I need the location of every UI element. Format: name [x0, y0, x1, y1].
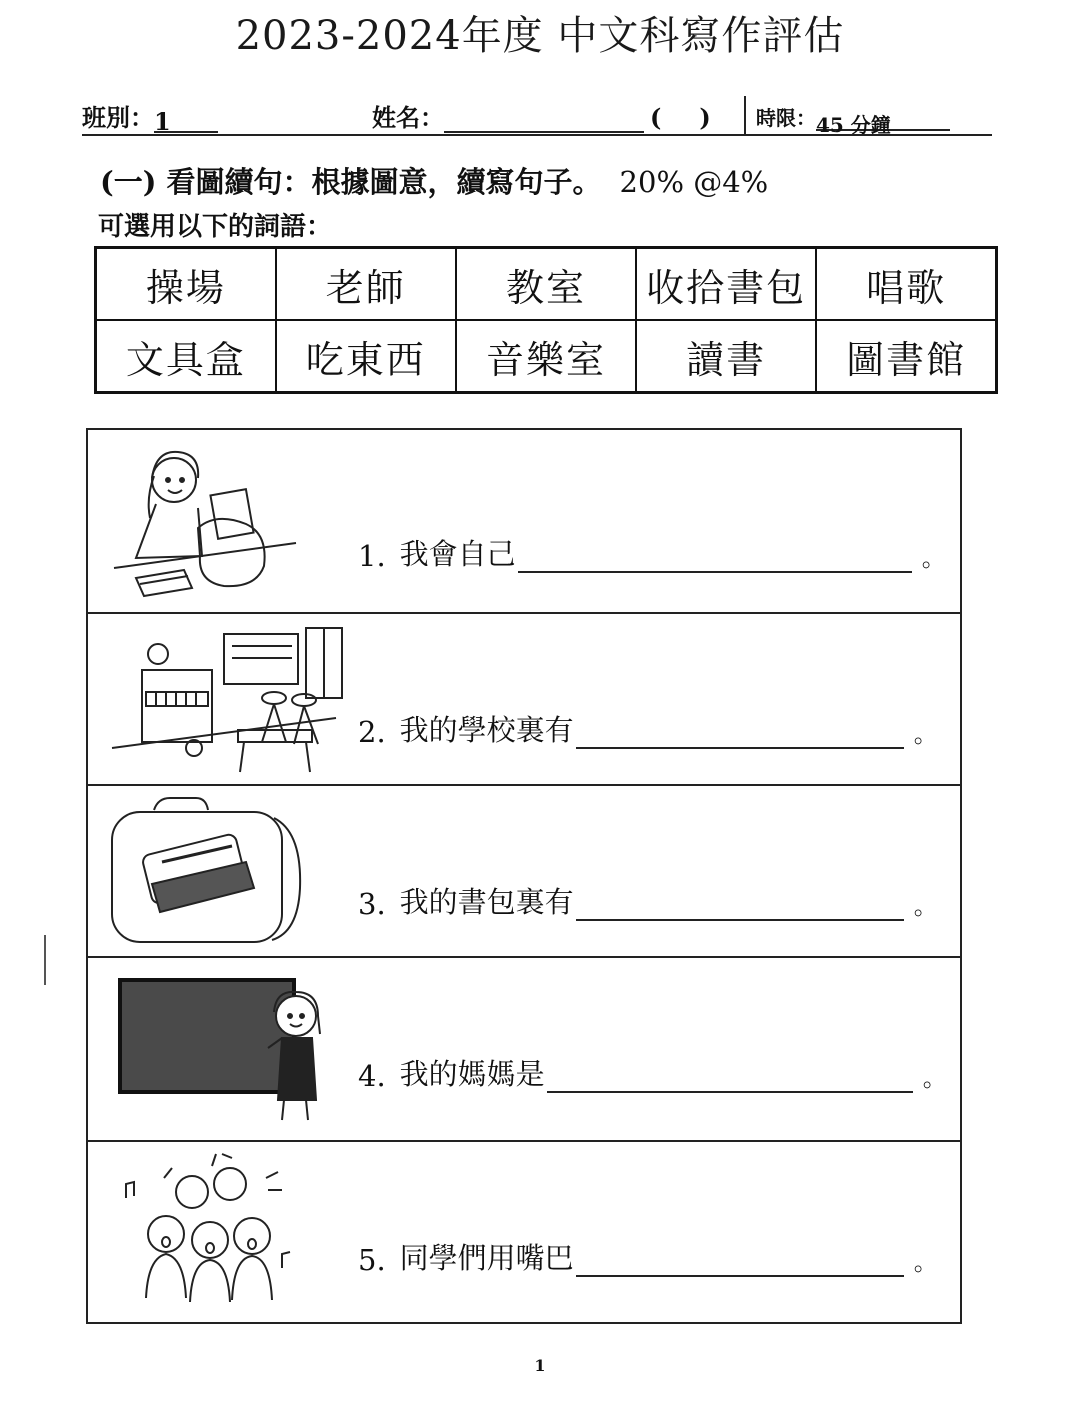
question-row	[88, 430, 960, 614]
vocab-word: 老師	[276, 248, 456, 321]
children-singing-icon	[106, 1148, 352, 1308]
question-prompt: 我的學校裏有	[399, 713, 574, 747]
class-blank[interactable]	[154, 107, 218, 136]
info-divider	[744, 96, 746, 136]
vocab-table	[94, 246, 998, 394]
question-4	[358, 1052, 947, 1093]
vocab-word: 讀書	[636, 320, 816, 393]
question-prompt: 同學們用嘴巴	[399, 1241, 574, 1275]
picture-sentence-box	[86, 428, 962, 1324]
teacher-at-blackboard-icon	[106, 964, 352, 1124]
question-1	[358, 532, 946, 573]
question-period: 。	[913, 720, 938, 748]
vocab-word: 文具盒	[96, 320, 276, 393]
margin-mark	[44, 935, 46, 985]
question-row	[88, 1140, 960, 1322]
question-number: 2.	[358, 715, 386, 749]
vocab-row	[96, 248, 997, 321]
question-5	[358, 1236, 938, 1277]
time-limit	[756, 102, 950, 137]
question-row	[88, 784, 960, 958]
section-heading	[100, 160, 768, 201]
section-score: 20% @4%	[619, 165, 769, 199]
name-field[interactable]	[372, 98, 711, 133]
name-blank[interactable]	[444, 107, 644, 133]
vocab-row	[96, 320, 997, 393]
question-number: 1.	[358, 539, 386, 573]
answer-line-1[interactable]	[518, 545, 912, 573]
number-paren-open: (	[650, 103, 662, 132]
class-field[interactable]	[82, 98, 218, 136]
student-info-row	[82, 96, 992, 136]
girl-packing-schoolbag-icon	[106, 438, 352, 598]
question-period: 。	[913, 892, 938, 920]
question-2	[358, 708, 938, 749]
music-room-piano-drums-icon	[106, 620, 352, 780]
name-label: 姓名：	[372, 103, 444, 132]
question-number: 5.	[358, 1243, 386, 1277]
question-prompt: 我的書包裏有	[399, 885, 574, 919]
header-rule	[82, 134, 992, 136]
page-number: 1	[534, 1356, 546, 1375]
class-value: 1	[154, 107, 171, 136]
question-period: 。	[921, 544, 946, 572]
time-label: 時限：	[756, 106, 816, 130]
vocab-word: 收拾書包	[636, 248, 816, 321]
page-title: 2023-2024年度 中文科寫作評估	[235, 13, 845, 59]
question-row	[88, 956, 960, 1142]
vocab-word: 唱歌	[816, 248, 996, 321]
schoolbag-pencil-case-icon	[106, 792, 352, 952]
vocab-word: 圖書館	[816, 320, 996, 393]
vocab-word: 吃東西	[276, 320, 456, 393]
vocab-word: 操場	[96, 248, 276, 321]
question-period: 。	[913, 1248, 938, 1276]
question-number: 3.	[358, 887, 386, 921]
answer-line-4[interactable]	[547, 1065, 913, 1093]
time-value: 45 分鐘	[816, 113, 891, 137]
section-instruction: (一) 看圖續句：根據圖意，續寫句子。	[100, 165, 602, 199]
time-blank	[816, 109, 950, 137]
answer-line-2[interactable]	[576, 721, 904, 749]
vocab-label: 可選用以下的詞語：	[98, 212, 333, 242]
vocab-word: 音樂室	[456, 320, 636, 393]
question-prompt: 我的媽媽是	[399, 1057, 545, 1091]
vocab-word: 教室	[456, 248, 636, 321]
class-label: 班別：	[82, 103, 154, 132]
number-paren-close: )	[699, 103, 711, 132]
answer-line-3[interactable]	[576, 893, 904, 921]
answer-line-5[interactable]	[576, 1249, 904, 1277]
question-3	[358, 880, 938, 921]
question-prompt: 我會自己	[399, 537, 516, 571]
question-period: 。	[922, 1064, 947, 1092]
question-number: 4.	[358, 1059, 386, 1093]
question-row	[88, 612, 960, 786]
